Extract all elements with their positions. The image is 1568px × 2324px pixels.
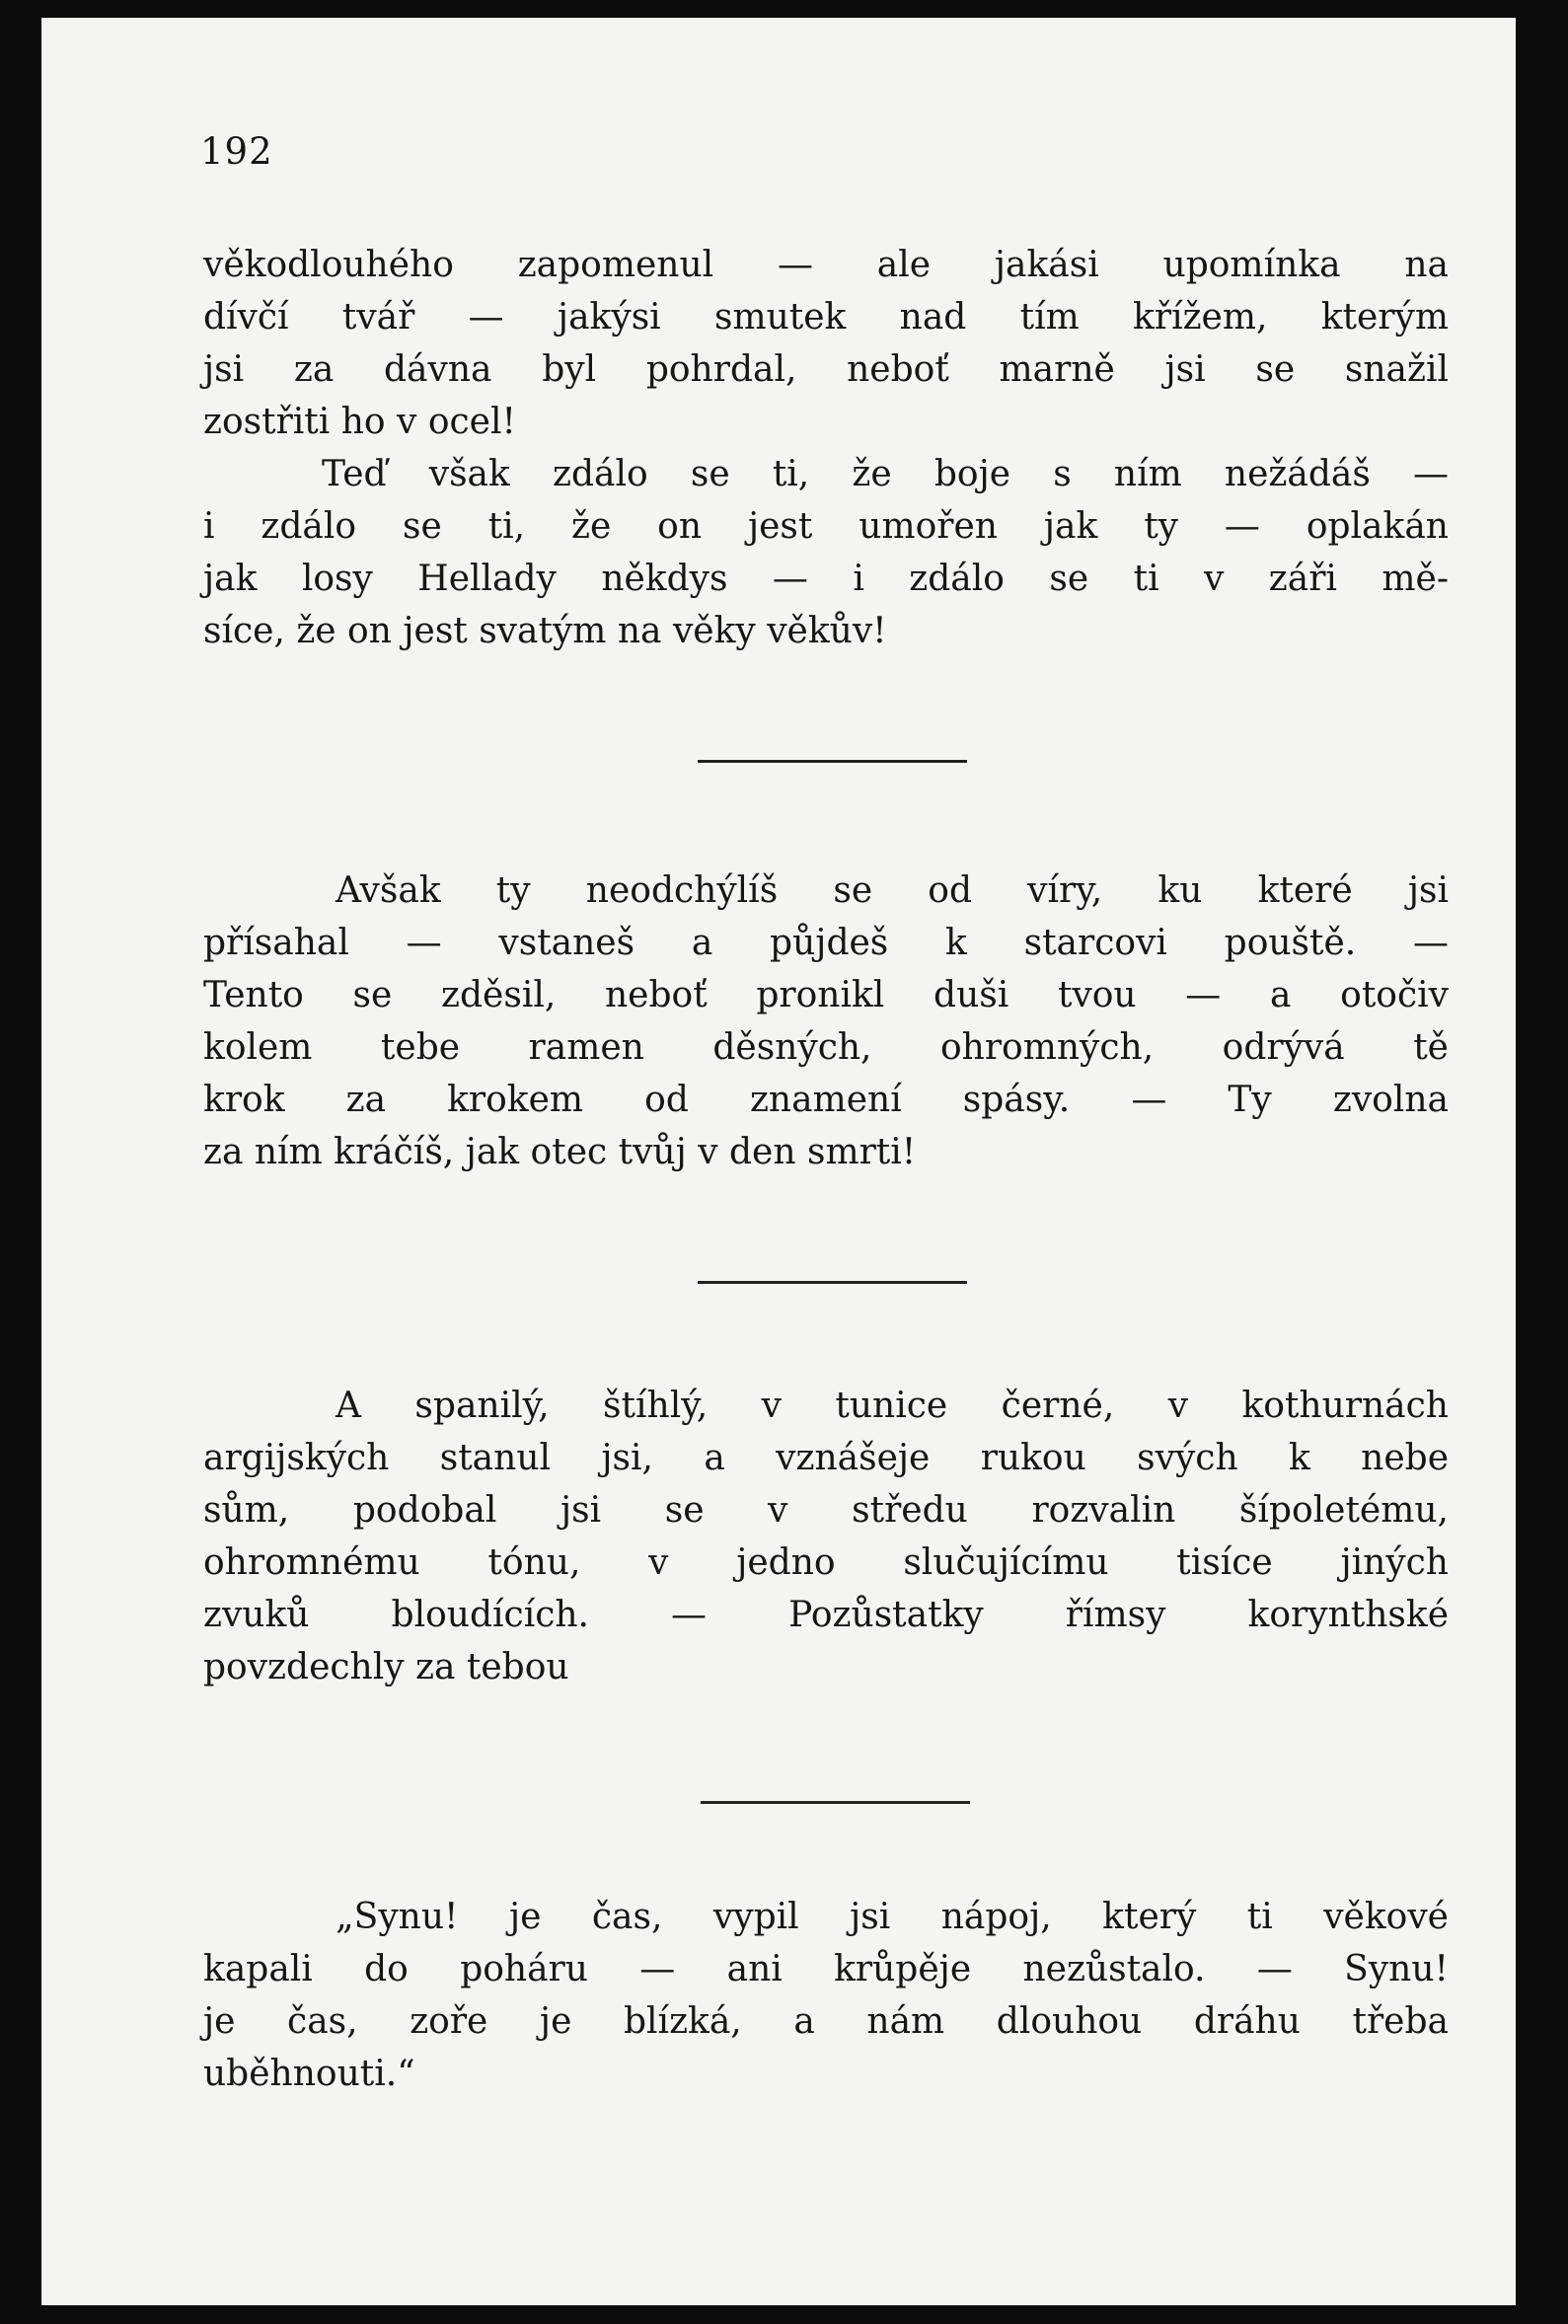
text-line: Avšak ty neodchýlíš se od víry, ku které jsi [336, 870, 1449, 911]
text-line: kolem tebe ramen děsných, ohromných, odrývá tě [203, 1027, 1449, 1068]
page-number: 192 [200, 130, 273, 173]
text-line: „Synu! je čas, vypil jsi nápoj, který ti věkové [336, 1897, 1449, 1937]
text-line: i zdálo se ti, že on jest umořen jak ty — oplakán [203, 506, 1449, 547]
text-line: jsi za dávna byl pohrdal, neboť marně jsi se snažil [203, 349, 1449, 390]
section-divider [701, 1801, 970, 1804]
text-line: kapali do poháru — ani krůpěje nezůstalo. — Synu! [203, 1949, 1449, 1989]
text-line: Teď však zdálo se ti, že boje s ním nežádáš — [322, 454, 1449, 494]
text-line: dívčí tvář — jakýsi smutek nad tím křížem, kterým [203, 297, 1449, 337]
text-line: sům, podobal jsi se v středu rozvalin šípoletému, [203, 1490, 1449, 1531]
text-line: jak losy Hellady někdys — i zdálo se ti v záři mě- [203, 559, 1449, 599]
paragraph-block-2 [203, 864, 1449, 1178]
text-line: argijských stanul jsi, a vznášeje rukou svých k nebe [203, 1438, 1449, 1478]
text-line: věkodlouhého zapomenul — ale jakási upomínka na [203, 245, 1449, 285]
paragraph-block-3 [203, 1380, 1449, 1693]
text-line: povzdechly za tebou [203, 1647, 569, 1687]
text-line: zvuků bloudících. — Pozůstatky římsy korynthské [203, 1595, 1449, 1635]
paragraph-block-4 [203, 1891, 1449, 2100]
text-line: Tento se zděsil, neboť pronikl duši tvou — a otočiv [203, 975, 1449, 1015]
text-line: krok za krokem od znamení spásy. — Ty zvolna [203, 1080, 1449, 1120]
text-line: za ním kráčíš, jak otec tvůj v den smrti! [203, 1132, 917, 1172]
paragraph-block-1 [203, 239, 1449, 657]
text-line: A spanilý, štíhlý, v tunice černé, v kothurnách [336, 1386, 1449, 1426]
text-line: zostřiti ho v ocel! [203, 402, 516, 442]
text-line: je čas, zoře je blízká, a nám dlouhou dráhu třeba [203, 2001, 1449, 2042]
section-divider [698, 760, 967, 763]
text-line: uběhnouti.“ [203, 2054, 415, 2094]
text-line: přísahal — vstaneš a půjdeš k starcovi pouště. — [203, 923, 1449, 963]
section-divider [698, 1281, 967, 1284]
text-line: ohromnému tónu, v jedno slučujícímu tisíce jiných [203, 1542, 1449, 1583]
text-line: síce, že on jest svatým na věky věkův! [203, 611, 887, 651]
